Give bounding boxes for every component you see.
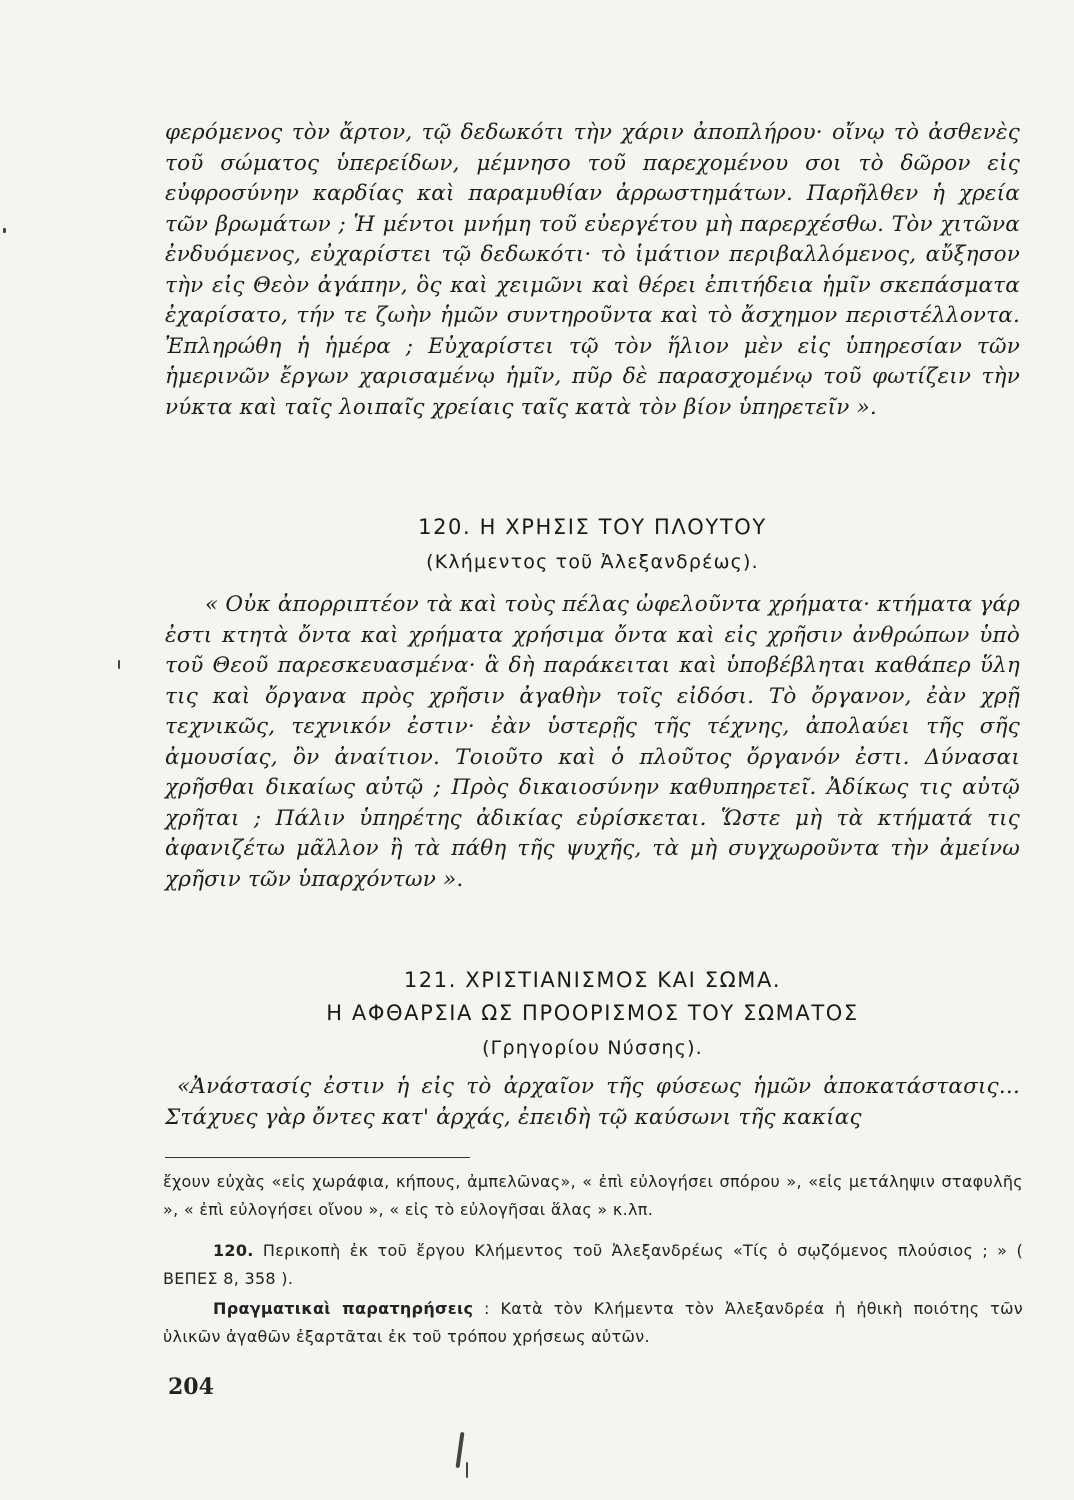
footnote-120-text: Περικοπὴ ἐκ τοῦ ἔργου Κλήμεντος τοῦ Ἀλεξανδρέως «Τίς ὁ σῳζόμενος πλούσιος ; » ( ΒΕΠΕΣ 8, 358 ).: [163, 1241, 1023, 1288]
section-121-title: 121. ΧΡΙΣΤΙΑΝΙΣΜΟΣ ΚΑΙ ΣΩΜΑ.: [403, 968, 782, 992]
footnote-continuation: ἔχουν εὐχὰς «εἰς χωράφια, κήπους, ἀμπελῶνας», « ἐπὶ εὐλογήσει σπόρου », «εἰς μετάληψιν σταφυλῆς », « ἐπὶ εὐλογήσει οἴνου », « εἰς τὸ εὐλογῆσαι ἅλας » κ.λπ.: [163, 1172, 1023, 1219]
scan-mark-bottom: [456, 1432, 465, 1468]
section-121-subtitle: Η ΑΦΘΑΡΣΙΑ ΩΣ ΠΡΟΟΡΙΣΜΟΣ ΤΟΥ ΣΩΜΑΤΟΣ: [326, 1001, 859, 1025]
section-121-source: (Γρηγορίου Νύσσης).: [482, 1037, 703, 1059]
scan-mark-bottom-2: [466, 1462, 468, 1478]
remarks-label: Πραγματικαὶ παρατηρήσεις: [213, 1299, 474, 1318]
section-121-text: «Ἀνάστασίς ἐστιν ἡ εἰς τὸ ἀρχαῖον τῆς φύσεως ἡμῶν ἀποκατάστασις... Στάχυες γὰρ ὄντες κατ' ἀρχάς, ἐπειδὴ τῷ καύσωνι τῆς κακίας: [165, 1074, 1020, 1130]
section-120-title: 120. Η ΧΡΗΣΙΣ ΤΟΥ ΠΛΟΥΤΟΥ: [418, 515, 767, 539]
paragraph-1: φερόμενος τὸν ἄρτον, τῷ δεδωκότι τὴν χάριν ἀποπλήρου· οἴνῳ τὸ ἀσθενὲς τοῦ σώματος ὑπερείδων, μέμνησο τοῦ παρεχομένου σοι τὸ δῶρον εἰς εὐφροσύνην καρδίας καὶ παραμυθίαν ἀρρωστημάτων. Παρῆλθεν ἡ χρεία τῶν βρωμάτων ; Ἡ μέντοι μνήμη τοῦ εὐεργέτου μὴ παρερχέσθω. Τὸν χιτῶνα ἐνδυόμενος, εὐχαρίστει τῷ δεδωκότι· τὸ ἱμάτιον περιβαλλόμενος, αὔξησον τὴν εἰς Θεὸν ἀγάπην, ὃς καὶ χειμῶνι καὶ θέρει ἐπιτήδεια ἡμῖν σκεπάσματα ἐχαρίσατο, τήν τε ζωὴν ἡμῶν συντηροῦντα καὶ τὸ ἄσχημον περιστέλλοντα. Ἐπληρώθη ἡ ἡμέρα ; Εὐχαρίστει τῷ τὸν ἥλιον μὲν εἰς ὑπηρεσίαν τῶν ἡμερινῶν ἔργων χαρισαμένῳ ἡμῖν, πῦρ δὲ παρασχομένῳ τοῦ φωτίζειν τὴν νύκτα καὶ ταῖς λοιπαῖς χρείαις ταῖς κατὰ τὸν βίον ὑπηρετεῖν ».: [165, 120, 1020, 420]
margin-mark-left: [3, 228, 6, 233]
footnote-120: [163, 1237, 1023, 1293]
footnote-divider: [165, 1157, 470, 1158]
footnote-remarks: [163, 1295, 1023, 1351]
section-120-text: « Οὐκ ἀπορριπτέον τὰ καὶ τοὺς πέλας ὠφελοῦντα χρήματα· κτήματα γάρ ἐστι κτητὰ ὄντα καὶ χρήματα χρήσιμα ὄντα καὶ εἰς χρῆσιν ἀνθρώπων ὑπὸ τοῦ Θεοῦ παρεσκευασμένα· ἃ δὴ παράκειται καὶ ὑποβέβληται καθάπερ ὕλη τις καὶ ὄργανα πρὸς χρῆσιν ἀγαθὴν τοῖς εἰδόσι. Τὸ ὄργανον, ἐὰν χρῇ τεχνικῶς, τεχνικόν ἐστιν· ἐὰν ὑστερῇς τῆς τέχνης, ἀπολαύει τῆς σῆς ἀμουσίας, ὂν ἀναίτιον. Τοιοῦτο καὶ ὁ πλοῦτος ὄργανόν ἐστι. Δύνασαι χρῆσθαι δικαίως αὐτῷ ; Πρὸς δικαιοσύνην καθυπηρετεῖ. Ἀδίκως τις αὐτῷ χρῆται ; Πάλιν ὑπηρέτης ἀδικίας εὑρίσκεται. Ὥστε μὴ τὰ κτήματά τις ἀφανιζέτω μᾶλλον ἢ τὰ πάθη τῆς ψυχῆς, τὰ μὴ συγχωροῦντα τὴν ἀμείνω χρῆσιν τῶν ὑπαρχόντων ».: [165, 592, 1020, 892]
remarks-text: : Κατὰ τὸν Κλήμεντα τὸν Ἀλεξανδρέα ἡ ἠθικὴ ποιότης τῶν ὑλικῶν ἀγαθῶν ἐξαρτᾶται ἐκ τοῦ τρόπου χρήσεως αὐτῶν.: [163, 1299, 1024, 1346]
section-120-source: (Κλήμεντος τοῦ Ἀλεξανδρέως).: [426, 551, 759, 573]
footnote-120-number: 120.: [213, 1241, 254, 1260]
margin-mark-left-2: [118, 660, 120, 669]
page-number: 204: [168, 1374, 214, 1400]
